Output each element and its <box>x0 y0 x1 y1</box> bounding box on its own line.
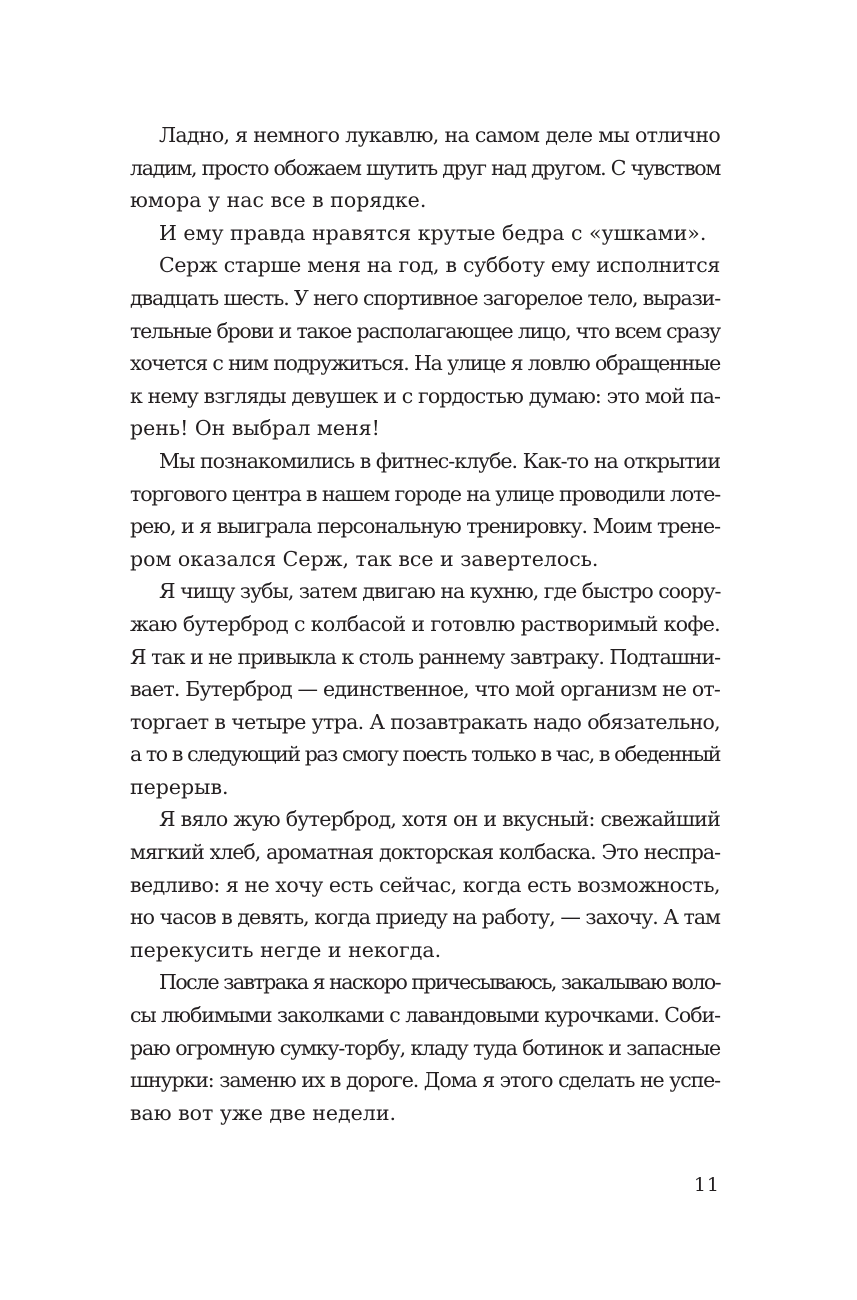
text-line: а то в следующий раз смогу поесть только в час, в обеденный <box>130 742 720 767</box>
text-line: юмора у нас все в порядке. <box>130 188 427 213</box>
text-line: ведливо: я не хочу есть сейчас, когда есть возможность, <box>130 872 720 897</box>
text-line: шнурки: заменю их в дороге. Дома я этого сделать не успе- <box>130 1068 720 1093</box>
text-line: жаю бутерброд с колбасой и готовлю растворимый кофе. <box>130 611 720 636</box>
text-line: Ладно, я немного лукавлю, на самом деле мы отлично <box>159 123 720 147</box>
text-line: ром оказался Серж, так все и завертелось. <box>130 546 599 571</box>
paragraph-7 <box>130 966 720 1129</box>
paragraph-4 <box>130 445 720 575</box>
text-line: Я вяло жую бутерброд, хотя он и вкусный: свежайший <box>159 807 720 832</box>
book-page-text <box>130 119 720 1129</box>
text-line: рею, и я выиграла персональную тренировку. Моим трене- <box>130 514 720 539</box>
text-line: Я чищу зубы, затем двигаю на кухню, где быстро соору- <box>159 579 721 604</box>
text-line: раю огромную сумку-торбу, кладу туда ботинок и запасные <box>130 1035 720 1060</box>
text-line: перерыв. <box>130 774 229 799</box>
text-line: Мы познакомились в фитнес-клубе. Как-то на открытии <box>159 448 720 473</box>
page-number: 11 <box>693 1174 720 1196</box>
text-line: Я так и не привыкла к столь раннему завтраку. Подташни- <box>130 644 721 669</box>
paragraph-5 <box>130 575 720 803</box>
text-line: вает. Бутерброд — единственное, что мой организм не от- <box>130 677 720 702</box>
text-line: торгового центра в нашем городе на улице проводили лоте- <box>130 481 720 506</box>
text-line: мягкий хлеб, ароматная докторская колбаска. Это неспра- <box>130 840 720 865</box>
text-line: но часов в девять, когда приеду на работу, — захочу. А там <box>130 905 720 930</box>
paragraph-6 <box>130 803 720 966</box>
text-line: хочется с ним подружиться. На улице я ловлю обращенные <box>130 351 720 376</box>
paragraph-1 <box>130 119 720 217</box>
text-line: После завтрака я наскоро причесываюсь, закалываю воло- <box>159 970 720 995</box>
text-line: двадцать шесть. У него спортивное загорелое тело, вырази- <box>130 285 721 310</box>
text-line: Серж старше меня на год, в субботу ему исполнится <box>159 253 720 278</box>
text-line: торгает в четыре утра. А позавтракать надо обязательно, <box>130 709 720 734</box>
text-line: тельные брови и такое располагающее лицо, что всем сразу <box>130 318 720 343</box>
text-line: И ему правда нравятся крутые бедра с «ушками». <box>159 220 707 245</box>
paragraph-2 <box>130 217 720 250</box>
text-line: сы любимыми заколками с лавандовыми курочками. Соби- <box>130 1003 720 1028</box>
text-line: ваю вот уже две недели. <box>130 1100 396 1125</box>
paragraph-3 <box>130 249 720 445</box>
text-line: ладим, просто обожаем шутить друг над другом. С чувством <box>130 155 720 180</box>
text-line: к нему взгляды девушек и с гордостью думаю: это мой па- <box>130 383 720 408</box>
text-line: рень! Он выбрал меня! <box>130 416 380 441</box>
text-line: перекусить негде и некогда. <box>130 937 442 962</box>
